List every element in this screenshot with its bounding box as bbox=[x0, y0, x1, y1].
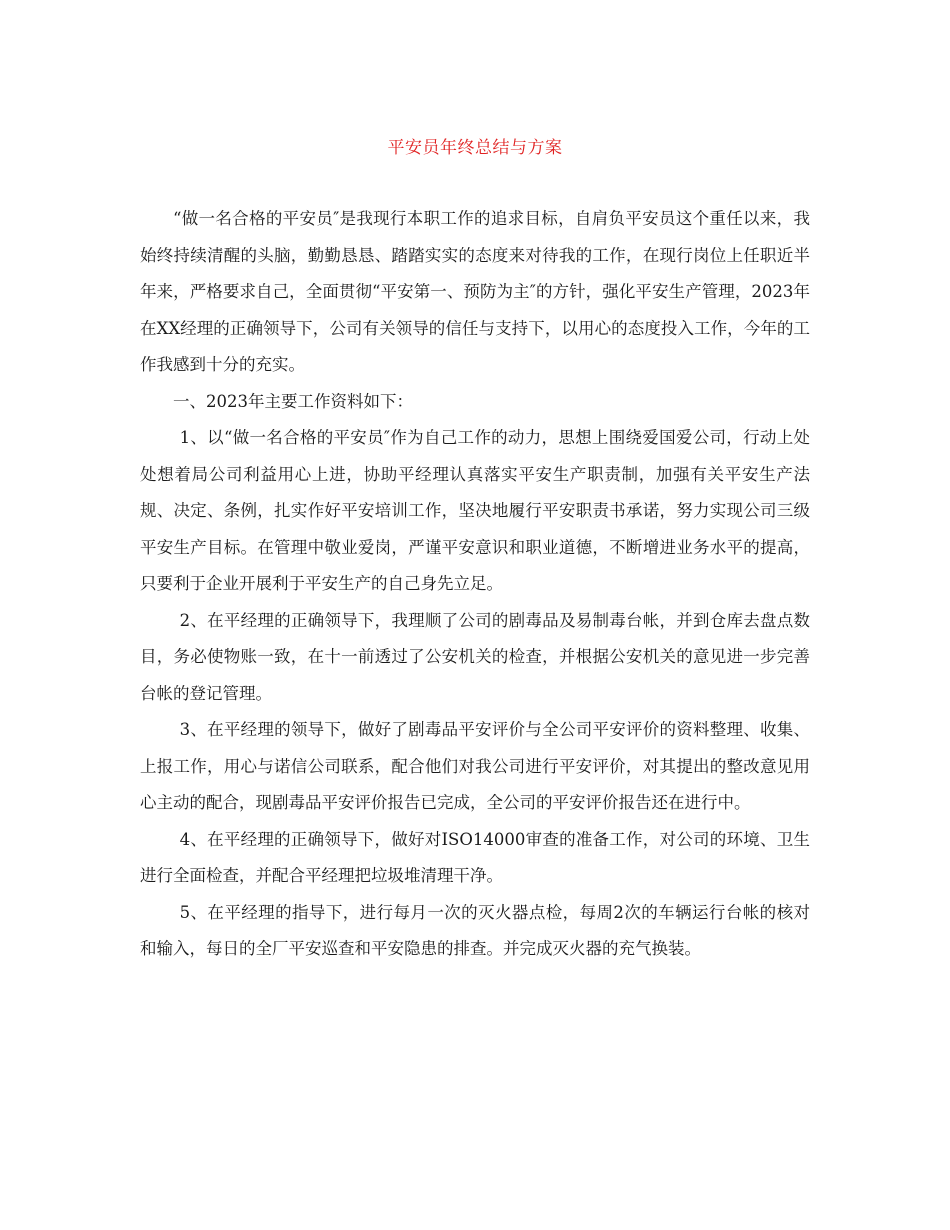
list-item: 2、在平经理的正确领导下，我理顺了公司的剧毒品及易制毒台帐，并到仓库去盘点数目，务必使物账一致，在十一前透过了公安机关的检查，并根据公安机关的意见进一步完善台帐的登记管理。 bbox=[140, 610, 810, 703]
list-item: 1、以“做一名合格的平安员″作为自己工作的动力，思想上围绕爱国爱公司，行动上处处想着局公司利益用心上进，协助平经理认真落实平安生产职责制，加强有关平安生产法规、决定、条例，扎实作好平安培训工作，坚决地履行平安职责书承诺，努力实现公司三级平安生产目标。在管理中敬业爱岗，严谨平安意识和职业道德，不断增进业务水平的提高，只要利于企业开展利于平安生产的自己身先立足。 bbox=[140, 428, 810, 593]
list-item: 4、在平经理的正确领导下，做好对ISO14000审查的准备工作，对公司的环境、卫生进行全面检查，并配合平经理把垃圾堆清理干净。 bbox=[140, 829, 810, 885]
document-body bbox=[140, 201, 810, 968]
section-heading: 一、2023年主要工作资料如下： bbox=[173, 391, 413, 411]
list-item: 5、在平经理的指导下，进行每月一次的灭火器点检，每周2次的车辆运行台帐的核对和输入，每日的全厂平安巡查和平安隐患的排查。并完成灭火器的充气换装。 bbox=[140, 902, 810, 958]
document-title: 平安员年终总结与方案 bbox=[387, 138, 563, 158]
list-item: 3、在平经理的领导下，做好了剧毒品平安评价与全公司平安评价的资料整理、收集、上报工作，用心与诺信公司联系，配合他们对我公司进行平安评价，对其提出的整改意见用心主动的配合，现剧毒品平安评价报告已完成，全公司的平安评价报告还在进行中。 bbox=[140, 720, 810, 812]
paragraph-intro: “做一名合格的平安员″是我现行本职工作的追求目标，自肩负平安员这个重任以来，我始终持续清醒的头脑，勤勤恳恳、踏踏实实的态度来对待我的工作，在现行岗位上任职近半年来，严格要求自己，全面贯彻“平安第一、预防为主″的方针，强化平安生产管理，2023年在XX经理的正确领导下，公司有关领导的信任与支持下，以用心的态度投入工作，今年的工作我感到十分的充实。 bbox=[140, 209, 810, 374]
